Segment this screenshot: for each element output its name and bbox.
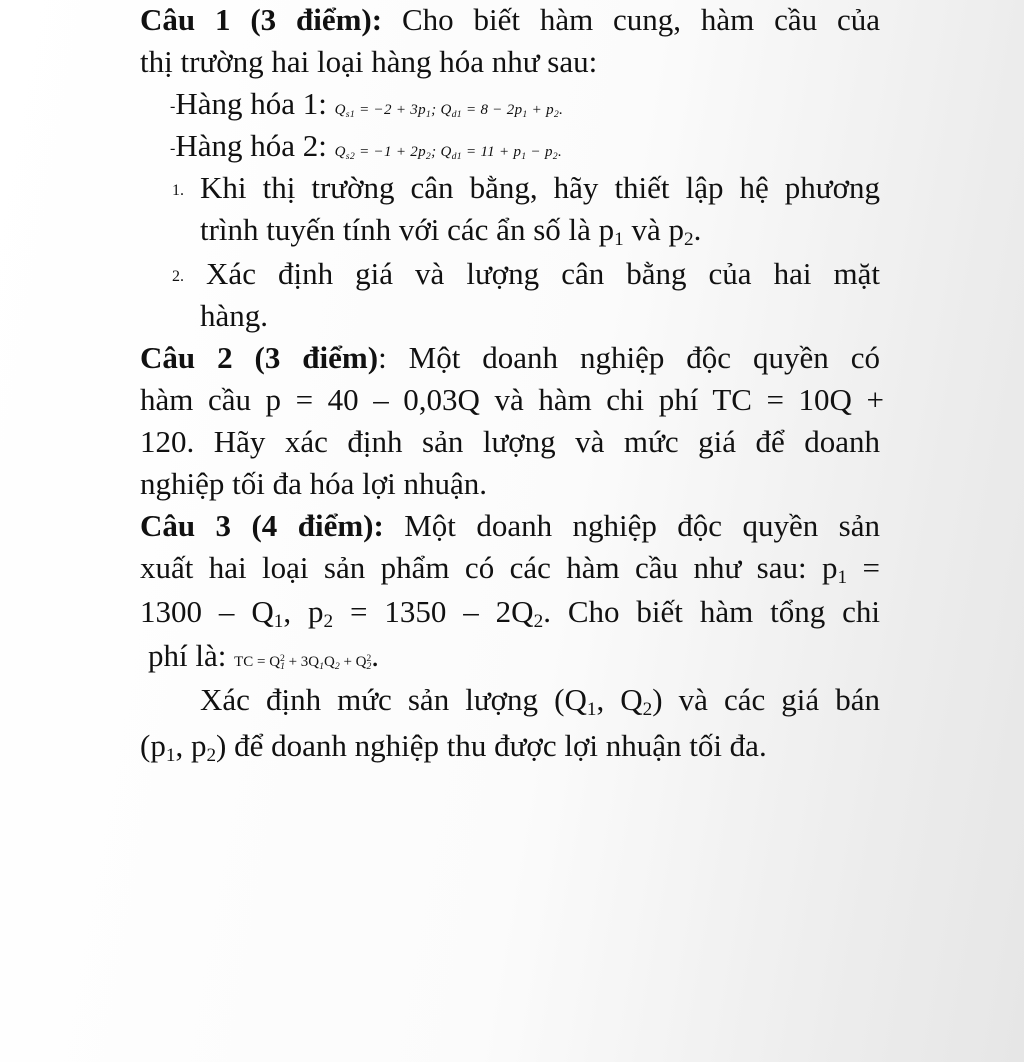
q2-text-4: nghiệp tối đa hóa lợi nhuận. <box>140 466 487 501</box>
q1-task1-number: 1. <box>172 181 184 199</box>
q3-task-line-a: Xác định mức sản lượng ($Q_1$, $Q_2$) và các giá bán <box>200 682 881 720</box>
q3-line-3: $1300 - Q_1$, $p_2 = 1350 - 2Q_2$. Cho biết hàm tổng chi <box>140 594 880 632</box>
q3-line-1 <box>140 508 880 544</box>
q3-text-1: Một doanh nghiệp độc quyền sản <box>404 508 880 543</box>
q2-text-2: hàm cầu p = 40 – 0,03Q và hàm chi phí TC = 10Q + <box>140 382 884 417</box>
q1-task2-text-a: Xác định giá và lượng cân bằng của hai mặt <box>206 256 880 291</box>
q3-task-text-b: để doanh nghiệp thu được lợi nhuận tối đa. <box>234 728 767 763</box>
q2-line-1 <box>140 340 880 376</box>
q1-task1-line-a <box>172 170 880 209</box>
q1-task2-number: 2. <box>172 267 184 285</box>
q1-task1-text-a: Khi thị trường cân bằng, hãy thiết lập hệ phương <box>200 170 880 205</box>
q3-line-2: xuất hai loại sản phẩm có các hàm cầu như sau: $p_1$ = <box>140 550 881 588</box>
q1-title-line <box>140 2 880 38</box>
q3-title: Câu 3 (4 điểm): <box>140 508 384 543</box>
bullet-dash: - <box>170 97 176 115</box>
q3-task-text-a-end: và các giá bán <box>678 682 881 717</box>
q1-title: Câu 1 (3 điểm): <box>140 2 383 37</box>
q1-intro-a: Cho biết hàm cung, hàm cầu của <box>401 2 881 37</box>
q1-task1-text-b: trình tuyến tính với các ẩn số là <box>200 212 591 247</box>
q1-good1-line <box>170 86 563 133</box>
q1-good2-formula: Qs2 = −1 + 2p2; Qd1 = 11 + p1 − p2. <box>334 144 563 162</box>
q1-good1-label: Hàng hóa 1: <box>175 86 327 121</box>
q3-text-4: phí là: <box>148 638 227 673</box>
q3-text-2: xuất hai loại sản phẩm có các hàm cầu như sau: <box>140 550 807 585</box>
q3-tc-formula: TC = $Q1^2 + 3Q1Q2 + Q2^2$ <box>234 653 372 672</box>
q3-task-line-b: ($p_1$, $p_2$) để doanh nghiệp thu được lợi nhuận tối đa. <box>140 728 767 766</box>
bullet-dash: - <box>170 139 176 157</box>
q3-line-4: phí là: TC = $Q1^2 + 3Q1Q2 + Q2^2$. <box>148 638 380 673</box>
q2-text-3: 120. Hãy xác định sản lượng và mức giá để doanh <box>140 424 880 459</box>
q1-task2-line-a <box>172 256 880 295</box>
q1-good1-formula: Qs1 = −2 + 3p1; Qd1 = 8 − 2p1 + p2. <box>334 102 564 120</box>
q1-good2-label: Hàng hóa 2: <box>175 128 327 163</box>
q3-task-text-a: Xác định mức sản lượng <box>200 682 539 717</box>
q2-text-1: : Một doanh nghiệp độc quyền có <box>378 340 880 375</box>
q1-task1-line-b: trình tuyến tính với các ẩn số là $p_1$ và $p_2$. <box>200 212 702 250</box>
q1-good2-line <box>170 128 562 175</box>
q1-task2-text-b: hàng. <box>200 298 269 333</box>
q2-title: Câu 2 (3 điểm) <box>140 340 379 375</box>
q1-intro-b: thị trường hai loại hàng hóa như sau: <box>140 44 598 79</box>
